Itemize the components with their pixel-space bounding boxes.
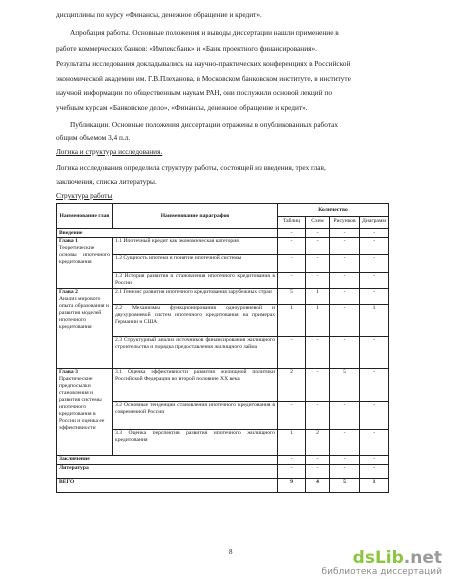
publications-line-1: Публикации. Основные положения диссертации отражены в опубликованных работах xyxy=(70,120,338,129)
cell-value: - xyxy=(360,288,389,304)
chapter-number: Глава 1 xyxy=(59,238,78,245)
paragraph-title: 1.3 История развития и становления ипотечного кредитования в России xyxy=(113,272,278,288)
logic-line-2: заключения, списка литературы. xyxy=(56,177,157,186)
cell-value: - xyxy=(330,288,360,304)
cell-value: - xyxy=(306,272,330,288)
cell-value: 1 xyxy=(278,304,306,336)
results-line-1: Результаты исследования докладывались на научно-практических конференциях в Российской xyxy=(56,59,351,68)
cell-value: - xyxy=(330,429,360,455)
page-number: 8 xyxy=(229,548,233,556)
results-line-4: учебным курсам «Банковское дело», «Финансы, денежное обращение и кредит». xyxy=(56,103,308,112)
header-figures: Рисунков xyxy=(330,217,360,229)
chapter-cell xyxy=(57,237,113,288)
cell-value: - xyxy=(306,455,330,464)
paragraph-title: 1.1 Ипотечный кредит как экономическая категория xyxy=(113,237,278,254)
cell-value: - xyxy=(278,272,306,288)
approbation-line-1: Апробация работы. Основные положения и выводы диссертации нашли применение в xyxy=(70,28,339,37)
header-diagrams: Диаграмм xyxy=(360,217,389,229)
conclusion-label: Заключение xyxy=(57,455,278,464)
cell-value: - xyxy=(330,336,360,368)
chapter-number: Глава 3 xyxy=(59,369,78,376)
cell-value: - xyxy=(360,237,389,254)
header-count: Количество xyxy=(278,204,389,217)
cell-value: - xyxy=(360,272,389,288)
cell-value: - xyxy=(278,336,306,368)
cell-value: - xyxy=(306,401,330,429)
cell-value: - xyxy=(330,237,360,254)
table-row xyxy=(57,288,389,304)
table-row-literature xyxy=(57,464,389,478)
table-row-conclusion xyxy=(57,455,389,464)
paragraph-title: 2.3 Структурный анализ источников финансирования жилищного строительства и порядка предоставления жилищного займа xyxy=(113,336,278,368)
cell-value: - xyxy=(360,429,389,455)
table-row-intro xyxy=(57,229,389,238)
cell-value: - xyxy=(360,401,389,429)
structure-heading: Структура работы xyxy=(56,191,113,200)
cell-value: - xyxy=(330,304,360,336)
literature-label: Литература xyxy=(57,464,278,478)
cell-value: 1 xyxy=(360,478,389,492)
paragraph-title: 3.3 Оценка перспектив развития ипотечного жилищного кредитования xyxy=(113,429,278,455)
cell-value: 1 xyxy=(278,429,306,455)
watermark-logo[interactable] xyxy=(322,549,442,567)
cell-value: - xyxy=(360,336,389,368)
cell-value: 2 xyxy=(278,368,306,401)
chapter-cell xyxy=(57,368,113,455)
cell-value: - xyxy=(330,455,360,464)
total-label: ВЕГО xyxy=(57,478,278,492)
paragraph-title: 3.1 Оценка эффективности развития жилищной политики Российской Федерации во второй половине XX века xyxy=(113,368,278,401)
cell-value: - xyxy=(360,464,389,478)
cell-value: - xyxy=(360,229,389,238)
cell-value: - xyxy=(306,237,330,254)
table-row xyxy=(57,237,389,254)
cell-value: 2 xyxy=(306,429,330,455)
cell-value: - xyxy=(306,368,330,401)
paragraph-title: 3.2 Основные тенденции становления ипотечного кредитования в современной России xyxy=(113,401,278,429)
cell-value: - xyxy=(278,464,306,478)
logic-heading: Логика и структура исследования. xyxy=(56,147,163,156)
cell-value: - xyxy=(330,464,360,478)
cell-value: - xyxy=(330,229,360,238)
cell-value: - xyxy=(278,401,306,429)
approbation-line-2: работе коммерческих банков: «Импексбанк» и «Банк проектного финансирования». xyxy=(56,44,317,53)
table-row-total xyxy=(57,478,389,492)
cell-value: 5 xyxy=(330,478,360,492)
cell-value: - xyxy=(278,455,306,464)
cell-value: 9 xyxy=(278,478,306,492)
cell-value: - xyxy=(306,464,330,478)
paragraph-title: 1.2 Сущность ипотеки и понятие ипотечной системы xyxy=(113,254,278,272)
watermark-tagline: библиотека диссертаций xyxy=(321,567,442,577)
watermark-logo-suffix: .net xyxy=(403,548,442,568)
paragraph-title: 2.2 Механизмы функционирования одноуровневой и двухуровневой систем ипотечного кредитования на примерах Германии и США xyxy=(113,304,278,336)
publications-line-2: общим объемом 3,4 п.л. xyxy=(56,133,131,142)
cell-value: 4 xyxy=(306,478,330,492)
watermark-logo-main: dsLib xyxy=(352,548,404,568)
cell-value: - xyxy=(278,229,306,238)
chapter-title: Анализ мирового опыта образования и развития моделей ипотечного кредитования xyxy=(59,296,109,330)
cell-value: - xyxy=(330,254,360,272)
chapter-cell xyxy=(57,288,113,368)
chapter-title: Теоретические основы ипотечного кредитования xyxy=(59,245,110,266)
cell-value: - xyxy=(278,254,306,272)
logic-line-1: Логика исследования определила структуру работы, состоящей из введения, трех глав, xyxy=(56,163,326,172)
cell-value: 1 xyxy=(306,304,330,336)
cell-value: - xyxy=(330,401,360,429)
results-line-3: научной информации по общественным наукам РАН, они послужили основой лекций по xyxy=(56,88,332,97)
cell-value: 5 xyxy=(330,368,360,401)
cell-value: - xyxy=(360,254,389,272)
header-paragraph: Наименование параграфов xyxy=(113,204,278,229)
watermark xyxy=(322,549,442,577)
header-tables: Таблиц xyxy=(278,217,306,229)
cell-value: - xyxy=(360,368,389,401)
paragraph-line-1: дисциплины по курсу «Финансы, денежное обращение и кредит». xyxy=(56,10,262,19)
table-header-row xyxy=(57,204,389,217)
cell-value: - xyxy=(306,254,330,272)
header-schemes: Схем xyxy=(306,217,330,229)
header-chapter: Наименование глав xyxy=(57,204,113,229)
table-row xyxy=(57,368,389,401)
intro-label: Введение xyxy=(57,229,278,238)
cell-value: - xyxy=(306,229,330,238)
chapter-title: Практические предпосылки становления и развития системы ипотечного кредитования в России и оценка ее эффективности xyxy=(59,376,105,431)
cell-value: - xyxy=(306,336,330,368)
cell-value: 1 xyxy=(360,304,389,336)
cell-value: - xyxy=(360,455,389,464)
results-line-2: экономической академии им. Г.В.Плеханова, в Московском банковском институте, в институте xyxy=(56,74,351,83)
structure-table xyxy=(56,203,389,493)
chapter-number: Глава 2 xyxy=(59,289,78,296)
cell-value: - xyxy=(278,237,306,254)
cell-value: - xyxy=(330,272,360,288)
cell-value: 5 xyxy=(278,288,306,304)
cell-value: 1 xyxy=(306,288,330,304)
paragraph-title: 2.1 Генезис развития ипотечного кредитования зарубежных стран xyxy=(113,288,278,304)
